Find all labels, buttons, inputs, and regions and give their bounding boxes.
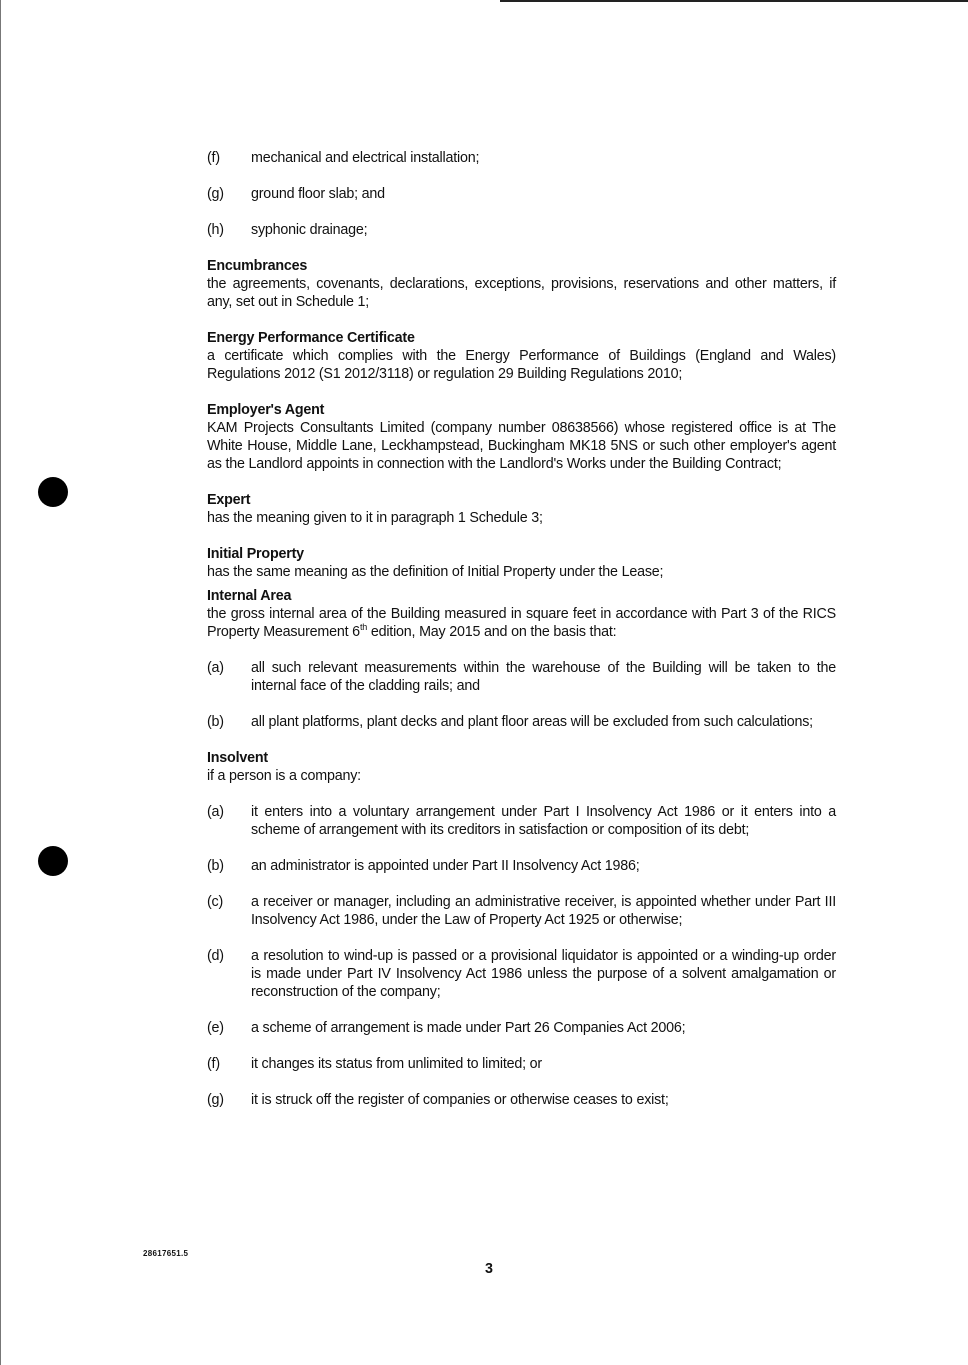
definition-expert [207,491,836,527]
definition-insolvent [207,749,836,785]
definition-term: Initial Property [207,546,304,562]
definition-body [207,605,836,641]
definition-body: has the same meaning as the definition of Initial Property under the Lease; [207,564,664,580]
item-text: a scheme of arrangement is made under Part 26 Companies Act 2006; [251,1020,686,1036]
page-number: 3 [485,1261,493,1277]
definition-term: Insolvent [207,750,268,766]
item-text: all such relevant measurements within the warehouse of the Building will be taken to the internal face of the cladding rails; and [251,660,836,694]
item-number: (d) [207,948,224,964]
list-item [207,713,836,731]
definition-initial-property [207,545,836,581]
item-number: (c) [207,894,224,910]
list-item [207,857,836,875]
item-text: all plant platforms, plant decks and plant floor areas will be excluded from such calculations; [251,714,813,730]
item-number: (a) [207,660,224,676]
list-item [207,893,836,929]
definition-body: the agreements, covenants, declarations, exceptions, provisions, reservations and other matters, if any, set out in Schedule 1; [207,276,836,310]
definition-body: if a person is a company: [207,768,361,784]
item-number: (e) [207,1020,224,1036]
item-number: (a) [207,804,224,820]
list-item [207,1055,836,1073]
document-body [207,149,836,1127]
definition-encumbrances [207,257,836,311]
definition-employers-agent [207,401,836,473]
definition-term: Expert [207,492,251,508]
item-text: an administrator is appointed under Part II Insolvency Act 1986; [251,858,640,874]
list-item [207,1019,836,1037]
item-text: mechanical and electrical installation; [251,150,480,166]
definition-term: Employer's Agent [207,402,325,418]
document-reference: 28617651.5 [143,1249,189,1258]
list-item [207,149,836,167]
item-text: a resolution to wind-up is passed or a provisional liquidator is appointed or a winding-up order is made under Part IV Insolvency Act 1986 unless the purpose of a solvent amalgamation or reconstruction of the company; [251,948,836,1000]
item-number: (g) [207,1092,224,1108]
scan-left-edge [0,0,1,1365]
item-text: it enters into a voluntary arrangement under Part I Insolvency Act 1986 or it enters into a scheme of arrangement with its creditors in satisfaction or composition of its debt; [251,804,836,838]
punch-hole-bottom [38,846,68,876]
list-item [207,221,836,239]
list-item [207,1091,836,1109]
list-item [207,185,836,203]
definition-term: Energy Performance Certificate [207,330,415,346]
item-number: (h) [207,222,224,238]
item-number: (f) [207,1056,220,1072]
item-number: (g) [207,186,224,202]
list-item [207,947,836,1001]
definition-term: Internal Area [207,588,292,604]
scan-top-rule [500,0,968,2]
item-number: (f) [207,150,220,166]
definition-internal-area [207,587,836,641]
item-text: it is struck off the register of companies or otherwise ceases to exist; [251,1092,669,1108]
definition-body: has the meaning given to it in paragraph 1 Schedule 3; [207,510,543,526]
definition-body: a certificate which complies with the Energy Performance of Buildings (England and Wales) Regulations 2012 (S1 2012/3118) or regulation 29 Building Regulations 2010; [207,348,836,382]
definition-body-part: edition, May 2015 and on the basis that: [367,624,617,640]
punch-hole-top [38,477,68,507]
item-number: (b) [207,858,224,874]
definition-body: KAM Projects Consultants Limited (company number 08638566) whose registered office is at The White House, Middle Lane, Leckhampstead, Buckingham MK18 5NS or such other employer's agent as the Landlord appoints in connection with the Landlord's Works under the Building Contract; [207,420,836,472]
item-text: syphonic drainage; [251,222,368,238]
definition-body-part: the gross internal area of the Building measured in square feet in accordance with Part 3 of the RICS Property Measurement 6 [207,606,836,640]
list-item [207,803,836,839]
item-text: it changes its status from unlimited to limited; or [251,1056,542,1072]
ordinal-suffix: th [359,622,368,633]
item-number: (b) [207,714,224,730]
definition-energy-performance-certificate [207,329,836,383]
definition-term: Encumbrances [207,258,308,274]
list-item [207,659,836,695]
item-text: a receiver or manager, including an administrative receiver, is appointed whether under Part III Insolvency Act 1986, under the Law of Property Act 1925 or otherwise; [251,894,836,928]
item-text: ground floor slab; and [251,186,385,202]
